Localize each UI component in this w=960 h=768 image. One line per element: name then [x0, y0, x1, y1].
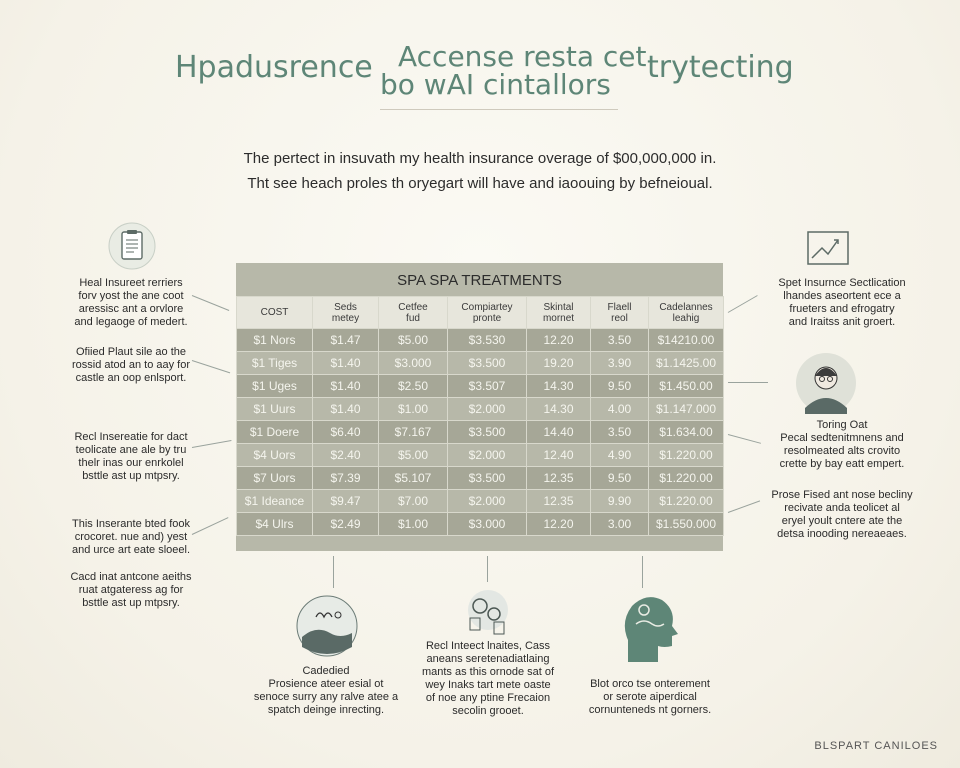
table-row	[237, 398, 724, 421]
table-cell: $1.220.00	[649, 490, 724, 513]
note-line: crocoret. nue and) yest	[74, 531, 188, 543]
subtitle-line-2: Tht see heach proles th oryegart will have and iaoouing by befneioual.	[247, 175, 713, 192]
table-cell: $3.000	[448, 513, 527, 536]
header-line: fud	[406, 312, 420, 324]
table-cell: $1 Uges	[237, 375, 313, 398]
title-divider	[380, 109, 618, 110]
treatments-table	[236, 296, 724, 536]
table-cell: 4.90	[591, 444, 649, 467]
note-line: lhandes aseortent ece a	[783, 290, 901, 302]
table-cell: $1 Tiges	[237, 352, 313, 375]
gears-icon	[460, 588, 516, 638]
header-line: Seds	[334, 301, 357, 313]
table-title: SPA SPA TREATMENTS	[397, 272, 562, 289]
title-center-top: Accense resta cet	[398, 40, 647, 73]
left-note-4	[46, 518, 216, 557]
note-line: Cacd inat antcone aeiths	[70, 571, 192, 583]
table-cell: $1.40	[313, 375, 379, 398]
table-cell: $1.220.00	[649, 467, 724, 490]
table-row	[237, 352, 724, 375]
connector-line	[333, 556, 334, 588]
table-body	[237, 329, 724, 536]
footer-brand: BLSPART CANILOES	[814, 740, 938, 752]
right-note-2	[744, 419, 940, 471]
header-line: Compiartey	[461, 301, 513, 313]
table-row	[237, 421, 724, 444]
caption-line: Recl Inteect lnaites, Cass	[425, 640, 551, 652]
table-cell: $1.220.00	[649, 444, 724, 467]
table-cell: $1.00	[379, 398, 448, 421]
caption-line: Prosience ateer esial ot	[268, 678, 384, 690]
subtitle-line-1: The pertect in insuvath my health insurance overage of $00,000,000 in.	[243, 150, 717, 167]
table-cell: 12.35	[527, 490, 591, 513]
table-cell: 14.30	[527, 375, 591, 398]
table-cell: $9.47	[313, 490, 379, 513]
bottom-caption-1	[236, 665, 416, 717]
table-cell: $4 Uors	[237, 444, 313, 467]
caption-line: cornunteneds nt gorners.	[588, 704, 712, 716]
note-line: Recl Insereatie for dact	[74, 431, 188, 443]
table-cell: 14.30	[527, 398, 591, 421]
table-cell: $6.40	[313, 421, 379, 444]
note-line: Heal Insureet rerriers	[79, 277, 183, 289]
table-cell: $1.47	[313, 329, 379, 352]
table-cell: 9.90	[591, 490, 649, 513]
note-line: rossid atod an to aay for	[71, 359, 190, 371]
table-cell: $2.000	[448, 490, 527, 513]
note-line: forv yost the ane coot	[78, 290, 184, 302]
table-cell: $1 Uurs	[237, 398, 313, 421]
left-note-1	[46, 277, 216, 329]
left-note-3	[46, 431, 216, 483]
caption-line: secolin grooet.	[452, 705, 524, 717]
note-line: frueters and efrogatry	[789, 303, 895, 315]
header-line: mornet	[542, 312, 575, 324]
header-line: pronte	[472, 312, 502, 324]
note-line: recivate anda teolicet al	[784, 502, 900, 514]
caption-line: Cadedied	[302, 665, 350, 677]
table-row	[237, 444, 724, 467]
table-cell: 12.40	[527, 444, 591, 467]
table-header	[313, 297, 379, 329]
table-cell: 12.20	[527, 329, 591, 352]
table-cell: $14210.00	[649, 329, 724, 352]
table-cell: $1.40	[313, 352, 379, 375]
right-note-3	[744, 489, 940, 541]
table-cell: 3.50	[591, 329, 649, 352]
note-line: Toring Oat	[816, 419, 868, 431]
table-cell: $1.550.000	[649, 513, 724, 536]
table-row	[237, 490, 724, 513]
table-cell: 19.20	[527, 352, 591, 375]
note-line: and legaoge of medert.	[74, 316, 188, 328]
right-note-1	[744, 277, 940, 329]
table-cell: $3.500	[448, 421, 527, 444]
table-cell: $5.00	[379, 329, 448, 352]
header-line: metey	[331, 312, 360, 324]
table-cell: $7.39	[313, 467, 379, 490]
table-cell: $2.49	[313, 513, 379, 536]
table-cell: $1.1425.00	[649, 352, 724, 375]
header-line: reol	[611, 312, 628, 324]
table-cell: $1 Doere	[237, 421, 313, 444]
table-cell: 3.90	[591, 352, 649, 375]
table-header	[591, 297, 649, 329]
table-cell: $1.40	[313, 398, 379, 421]
left-note-2	[46, 346, 216, 385]
table-header	[379, 297, 448, 329]
table-cell: $5.00	[379, 444, 448, 467]
note-line: and urce art eate sloeel.	[71, 544, 191, 556]
table-row	[237, 467, 724, 490]
table-cell: $2.000	[448, 444, 527, 467]
caption-line: spatch deinge inrecting.	[267, 704, 385, 716]
table-cell: $2.40	[313, 444, 379, 467]
bottom-caption-2	[400, 640, 576, 718]
note-line: thelr inas our enrkolel	[78, 457, 184, 469]
table-cell: $1 Ideance	[237, 490, 313, 513]
connector-line	[728, 382, 768, 383]
note-line: Ofiied Plaut sile ao the	[75, 346, 187, 358]
table-row	[237, 375, 724, 398]
note-line: crette by bay eatt empert.	[779, 458, 905, 470]
title-left: Hpadusrence	[175, 50, 373, 85]
header-line: COST	[260, 307, 289, 318]
caption-line: senoce surry any ralve atee a	[253, 691, 399, 703]
table-cell: 12.35	[527, 467, 591, 490]
caption-line: or serote aiperdical	[603, 691, 697, 703]
table-cell: $4 Ulrs	[237, 513, 313, 536]
caption-line: of noe any ptine Frecaion	[425, 692, 551, 704]
table-cell: $1 Nors	[237, 329, 313, 352]
table-header	[237, 297, 313, 329]
table-cell: $7 Uors	[237, 467, 313, 490]
note-line: teolicate ane ale by tru	[75, 444, 187, 456]
table-header	[649, 297, 724, 329]
table-header-row	[237, 297, 724, 329]
document-icon	[108, 222, 156, 270]
table-cell: 9.50	[591, 467, 649, 490]
note-line: castle an oop enlsport.	[75, 372, 187, 384]
note-line: bsttle ast up mtpsry.	[82, 597, 180, 609]
person-avatar-icon	[795, 352, 857, 414]
table-cell: 4.00	[591, 398, 649, 421]
header-line: leahig	[672, 312, 700, 324]
table-cell: $2.50	[379, 375, 448, 398]
note-line: Prose Fised ant nose becliny	[771, 489, 913, 501]
caption-line: mants as this ornode sat of	[421, 666, 555, 678]
note-line: ruat atgateress ag for	[78, 584, 184, 596]
table-cell: 12.20	[527, 513, 591, 536]
connector-line	[487, 556, 488, 582]
table-row	[237, 513, 724, 536]
table-cell: $3.000	[379, 352, 448, 375]
table-cell: $3.530	[448, 329, 527, 352]
table-cell: $2.000	[448, 398, 527, 421]
note-line: Spet Insurnce Sectlication	[778, 277, 906, 289]
table-cell: $7.00	[379, 490, 448, 513]
title-right: trytecting	[647, 50, 794, 85]
caption-line: wey Inaks tart mete oaste	[425, 679, 551, 691]
header-line: Cadelannes	[659, 301, 713, 313]
table-cell: $3.500	[448, 467, 527, 490]
table-cell: $1.450.00	[649, 375, 724, 398]
table-cell: 9.50	[591, 375, 649, 398]
connector-line	[642, 556, 643, 588]
header-line: Skintal	[543, 301, 574, 313]
note-line: eryel yoult cntere ate the	[781, 515, 903, 527]
table-cell: 3.00	[591, 513, 649, 536]
note-line: bsttle ast up mtpsry.	[82, 470, 180, 482]
table-cell: $3.500	[448, 352, 527, 375]
table-cell: 14.40	[527, 421, 591, 444]
note-line: aressisc ant a orvlore	[78, 303, 184, 315]
left-note-5	[46, 571, 216, 610]
table-header	[527, 297, 591, 329]
caption-line: Blot orco tse onterement	[590, 678, 710, 690]
table-row	[237, 329, 724, 352]
note-line: detsa inooding nereaeaes.	[777, 528, 907, 540]
table-header	[448, 297, 527, 329]
table-cell: $7.167	[379, 421, 448, 444]
title-center-bottom: bo wAI cintallors	[380, 68, 611, 101]
header-line: Flaell	[607, 301, 632, 313]
note-line: and Iraitss anit groert.	[788, 316, 896, 328]
table-cell: $3.507	[448, 375, 527, 398]
header-line: Cetfee	[398, 301, 428, 313]
note-line: This Inserante bted fook	[71, 518, 190, 530]
table-cell: $1.00	[379, 513, 448, 536]
hands-icon	[296, 595, 358, 657]
table-cell: $1.147.000	[649, 398, 724, 421]
caption-line: aneans seretenadiatlaing	[426, 653, 550, 665]
table-cell: $5.107	[379, 467, 448, 490]
table-cell: $1.634.00	[649, 421, 724, 444]
bottom-caption-3	[568, 678, 732, 717]
note-line: Pecal sedtenitmnens and	[780, 432, 904, 444]
head-icon	[620, 592, 680, 662]
chart-icon	[804, 228, 854, 268]
table-cell: 3.50	[591, 421, 649, 444]
note-line: resolmeated alts crovito	[783, 445, 901, 457]
